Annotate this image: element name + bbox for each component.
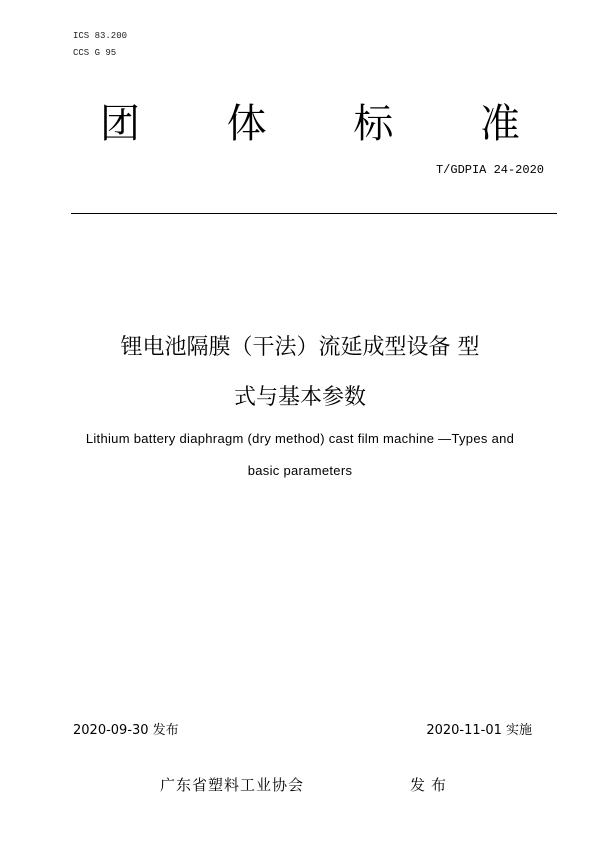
standard-number: T/GDPIA 24-2020	[435, 163, 544, 177]
header-divider	[71, 213, 557, 214]
doc-type-char: 团	[100, 101, 140, 147]
chinese-title-line-2: 式与基本参数	[233, 385, 366, 410]
document-type-title	[100, 98, 520, 150]
doc-type-char: 标	[353, 101, 394, 147]
implement-date: 2020-11-01 实施	[426, 723, 532, 738]
doc-type-char: 准	[479, 101, 520, 147]
english-title-line-2: basic parameters	[247, 463, 353, 478]
ics-code: ICS 83.200	[73, 31, 128, 41]
english-title-line-1: Lithium battery diaphragm (dry method) cast film machine —Types and	[85, 431, 515, 446]
publish-date: 2020-09-30 发布	[73, 723, 179, 738]
ccs-code: CCS G 95	[73, 48, 117, 58]
chinese-title-line-1: 锂电池隔膜（干法）流延成型设备 型	[120, 335, 480, 360]
issue-label: 发布	[410, 776, 453, 794]
doc-type-char: 体	[226, 101, 267, 147]
issuing-organization: 广东省塑料工业协会	[160, 776, 305, 794]
